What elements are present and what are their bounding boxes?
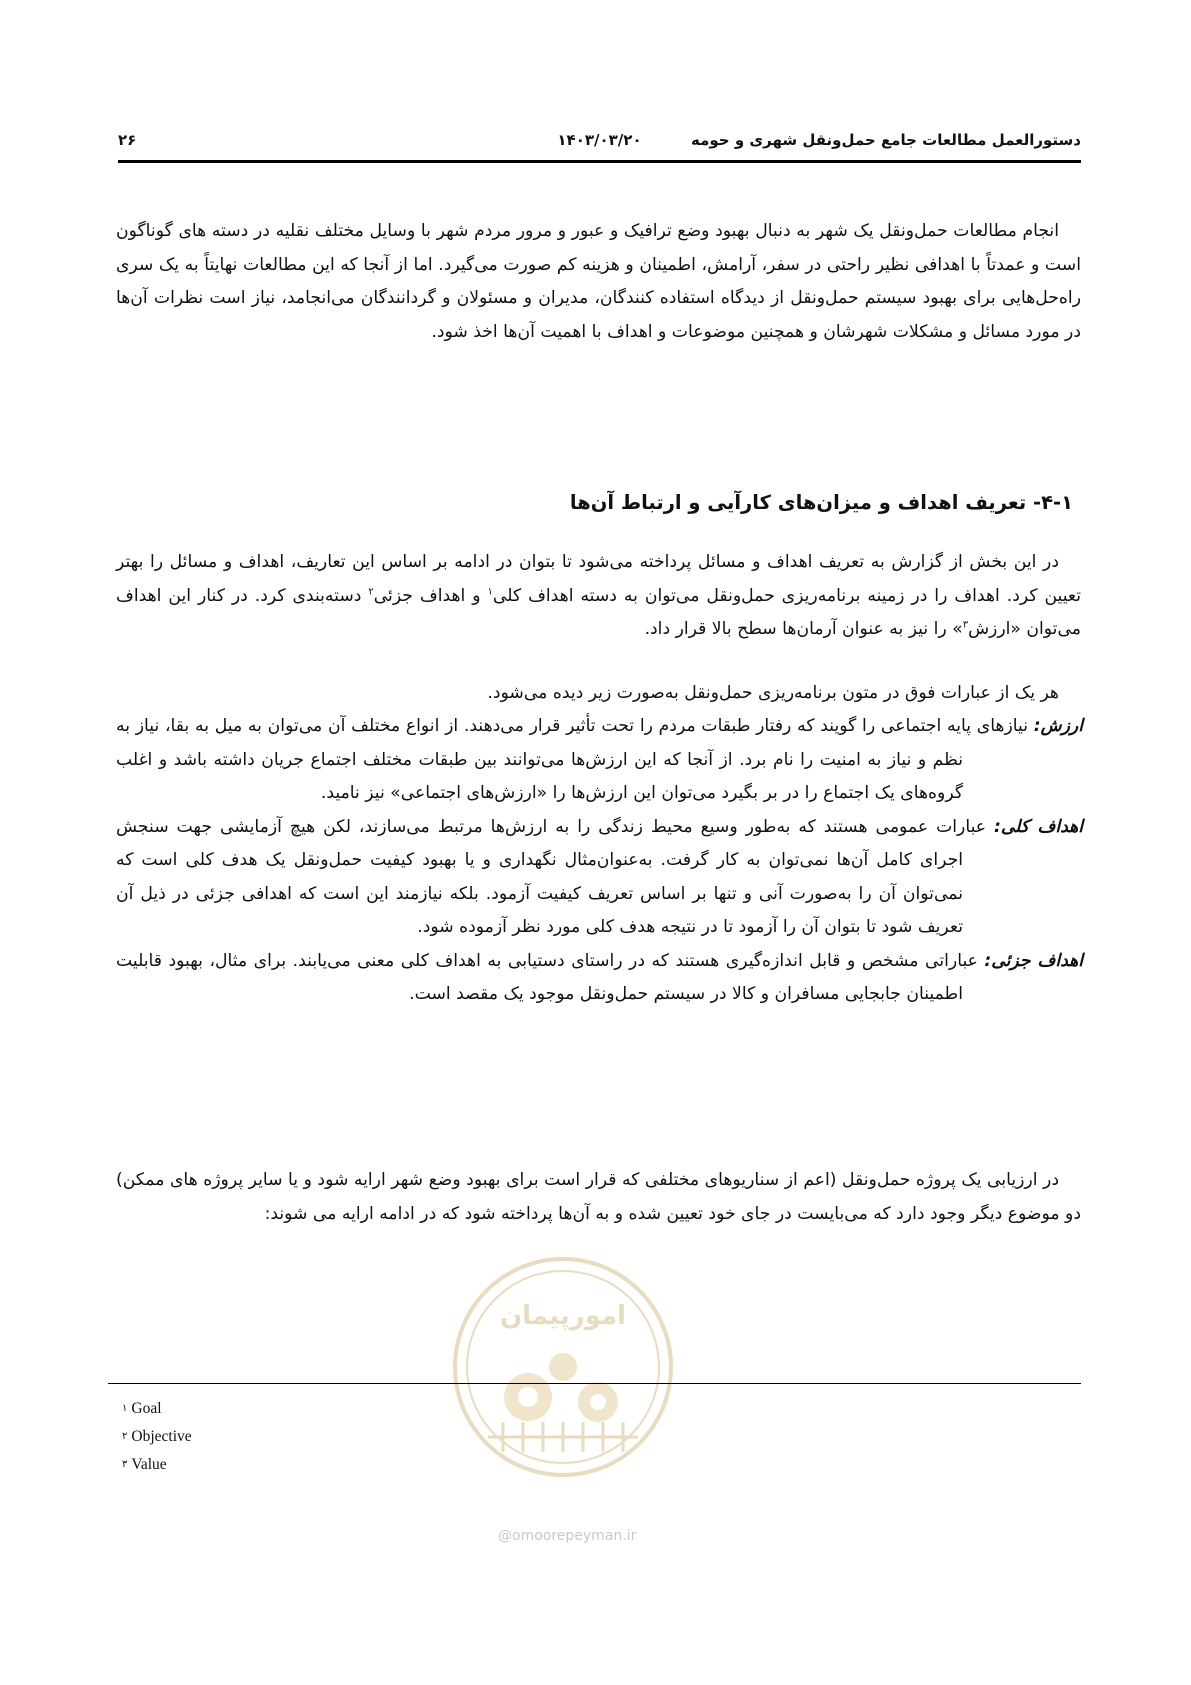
definition-item bbox=[116, 811, 1083, 945]
section-heading: ۴-۱- تعریف اهداف و میزان‌های کارآیی و ارتباط آن‌ها bbox=[569, 491, 1073, 514]
footnote-divider bbox=[108, 1383, 1081, 1384]
header-date: ۱۴۰۳/۰۳/۲۰ bbox=[557, 131, 642, 149]
section-paragraph-part1: در این بخش از گزارش به تعریف اهداف و مسائل پرداخته می‌شود تا بتوان در ادامه بر اساس این تعاریف، اهداف و مسائل را بهتر تعیین کرد. اهداف را در زمینه برنامه‌ریزی حمل‌ونقل می‌توان به دسته اهداف کلی bbox=[116, 552, 1081, 606]
footnote-text: Value bbox=[131, 1456, 167, 1473]
footnote-item bbox=[122, 1395, 192, 1423]
intro-paragraph: انجام مطالعات حمل‌ونقل یک شهر به دنبال بهبود وضع ترافیک و عبور و مرور مردم شهر با وسایل مختلف نقلیه در دسته های گوناگون است و عمدتاً با اهدافی نظیر راحتی در سفر، آرامش، اطمینان و هزینه کم صورت می‌گیرد. اما از آنجا که این مطالعات نهایتاً به یک سری راه‌حل‌هایی برای بهبود سیستم حمل‌ونقل از دیدگاه استفاده کنندگان، مدیران و مسئولان و گردانندگان می‌انجامد، نیاز است نظرات آن‌ها در مورد مسائل و مشکلات شهرشان و همچنین موضوعات و اهداف با اهمیت آن‌ها اخذ شود. bbox=[116, 221, 1081, 342]
closing-paragraph: در ارزیابی یک پروژه حمل‌ونقل (اعم از سناریوهای مختلفی که قرار است برای بهبود وضع شهر ارایه شود و یا سایر پروژه های ممکن) دو موضوع دیگر وجود دارد که می‌بایست در جای خود تعیین شده و به آن‌ها پرداخته شود که در ادامه ارایه می شوند: bbox=[116, 1170, 1081, 1224]
definitions-list bbox=[116, 710, 1083, 1012]
section-paragraph-part2: و اهداف جزئی bbox=[373, 585, 488, 606]
footnote-ref-2[interactable]: ۲ bbox=[368, 585, 374, 597]
section-paragraph-part3: دسته‌بندی کرد. در کنار این اهداف می‌توان «ارزش bbox=[116, 585, 1081, 639]
footnote-text: Goal bbox=[131, 1400, 162, 1417]
section-paragraph-part4: » را نیز به عنوان آرمان‌ها سطح بالا قرار داد. bbox=[644, 619, 963, 639]
page-header bbox=[118, 128, 1081, 152]
definition-text: عباراتی مشخص و قابل اندازه‌گیری هستند که در راستای دستیابی به اهداف کلی معنی می‌یابند. برای مثال، بهبود قابلیت اطمینان جابجایی مسافران و کالا در سیستم حمل‌ونقل موجود یک مقصد است. bbox=[116, 950, 985, 1004]
definition-item bbox=[116, 710, 1083, 811]
footnote-number: ۳ bbox=[122, 1459, 128, 1470]
header-title: دستورالعمل مطالعات جامع حمل‌ونقل شهری و حومه bbox=[691, 131, 1081, 149]
header-divider bbox=[118, 160, 1081, 163]
definition-item bbox=[116, 945, 1083, 1012]
lead-in-sentence: هر یک از عبارات فوق در متون برنامه‌ریزی حمل‌ونقل به‌صورت زیر دیده می‌شود. bbox=[487, 683, 1059, 703]
footnote-number: ۲ bbox=[122, 1431, 128, 1442]
watermark-logo-text: امورپیمان bbox=[499, 1301, 627, 1331]
definition-term: ارزش: bbox=[1033, 716, 1083, 736]
footnote-item bbox=[122, 1451, 192, 1479]
footnote-text: Objective bbox=[131, 1428, 192, 1445]
footnote-item bbox=[122, 1423, 192, 1451]
footnotes bbox=[122, 1395, 192, 1479]
definition-term: اهداف جزئی: bbox=[984, 950, 1084, 971]
definition-term: اهداف کلی: bbox=[993, 816, 1083, 837]
footnote-ref-1[interactable]: ۱ bbox=[487, 585, 493, 597]
watermark-logo bbox=[448, 1252, 678, 1482]
footnote-ref-3[interactable]: ۳ bbox=[962, 619, 969, 631]
watermark-caption: @omoorepeyman.ir bbox=[498, 1528, 637, 1544]
footnote-number: ۱ bbox=[122, 1403, 128, 1414]
definition-text: عبارات عمومی هستند که به‌طور وسیع محیط زندگی را به ارزش‌ها مرتبط می‌سازند، لکن هیچ آزمایشی جهت سنجش اجرای کامل آن‌ها نمی‌توان به کار گرفت. به‌عنوان‌مثال نگهداری و یا بهبود کیفیت حمل‌ونقل یک هدف کلی است که نمی‌توان آن را به‌صورت آنی و تنها بر اساس تعریف کیفیت آزمود. بلکه نیازمند این است که اهدافی جزئی در ذیل آن تعریف شود تا بتوان آن را آزمود تا در نتیجه هدف کلی مورد نظر آزموده شود. bbox=[116, 816, 994, 937]
definition-text: نیازهای پایه اجتماعی را گویند که رفتار طبقات مردم را تحت تأثیر قرار می‌دهند. از انواع مختلف آن می‌توان به میل به بقا، نیاز به نظم و نیاز به امنیت را نام برد. از آنجا که این ارزش‌ها می‌توانند بین طبقات مختلف اجتماع جریان داشته باشد و اغلب گروه‌های یک اجتماع را در بر بگیرد می‌توان این ارزش‌ها را «ارزش‌های اجتماعی» نیز نامید. bbox=[116, 716, 1034, 803]
page-number: ۲۶ bbox=[118, 131, 137, 149]
section-paragraph bbox=[116, 546, 1081, 647]
